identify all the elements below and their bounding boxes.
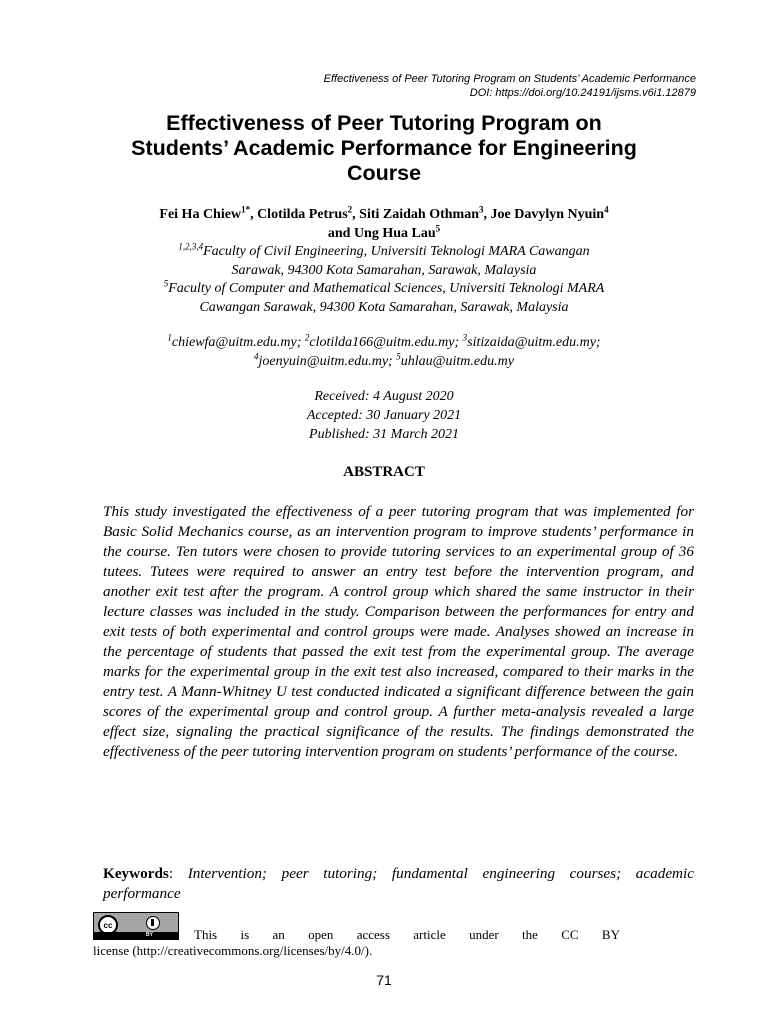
keywords-text: Intervention; peer tutoring; fundamental engineering courses; academic performance [103, 865, 694, 902]
affiliation-line: $^5$Faculty of Computer and Mathematical Sciences, Universiti Teknologi MARA [163, 278, 605, 296]
email-link[interactable]: clotilda166@uitm.edu.my; [309, 335, 460, 350]
accepted-date: Accepted: 30 January 2021 [306, 408, 462, 423]
badge-tag: BY [146, 932, 153, 938]
email-line: $^4$joenyuin@uitm.edu.my; $^5$uhlau@uitm.edu.my [254, 351, 514, 369]
affiliation-line: Cawangan Sarawak, 94300 Kota Samarahan, Sarawak, Malaysia [199, 299, 569, 315]
keywords: Keywords: Intervention; peer tutoring; fundamental engineering courses; academic performance [103, 865, 694, 902]
affiliations [90, 243, 678, 317]
author-name: Siti Zaidah Othman [359, 207, 479, 222]
affiliation-sup: 1,2,3,4 [178, 241, 204, 252]
email-line: $^1$chiewfa@uitm.edu.my; $^2$clotilda166@uitm.edu.my; $^3$sitizaida@uitm.edu.my; [167, 332, 601, 350]
author-line-1: Fei Ha Chiew$^{1*}$, Clotilda Petrus$^2$, Siti Zaidah Othman$^3$, Joe Davylyn Nyuin$^4$ [159, 204, 609, 222]
title-line: Students’ Academic Performance for Engineering [131, 136, 637, 160]
badge-strip [94, 932, 178, 939]
email-link[interactable]: joenyuin@uitm.edu.my; [258, 354, 393, 369]
email-link[interactable]: uhlau@uitm.edu.my [400, 354, 514, 369]
title-line: Effectiveness of Peer Tutoring Program on [166, 111, 602, 135]
keywords-label: Keywords [103, 865, 169, 882]
affiliation-sup: 5 [163, 278, 169, 289]
running-head-title: Effectiveness of Peer Tutoring Program on Students’ Academic Performance [323, 73, 696, 85]
author-name: Ung Hua Lau [353, 226, 436, 241]
abstract-heading: ABSTRACT [343, 464, 425, 480]
page-number: 71 [376, 972, 392, 988]
received-date: Received: 4 August 2020 [314, 389, 454, 404]
affiliation-line: Sarawak, 94300 Kota Samarahan, Sarawak, Malaysia [231, 262, 537, 278]
published-date: Published: 31 March 2021 [309, 427, 459, 442]
author-line-2 [90, 224, 678, 243]
running-head-doi: DOI: https://doi.org/10.24191/ijsms.v6i1.12879 [469, 87, 696, 99]
email-link[interactable]: sitizaida@uitm.edu.my; [467, 335, 601, 350]
person-icon [146, 916, 160, 930]
author-sup: 1* [241, 204, 251, 215]
author-emails [90, 333, 678, 371]
author-and: and [327, 226, 351, 241]
cc-icon: cc [98, 915, 118, 935]
cc-by-badge-icon[interactable] [93, 912, 179, 940]
author-sup: 3 [479, 204, 484, 215]
running-head [324, 72, 696, 100]
abstract-body: This study investigated the effectiveness of a peer tutoring program that was implemented for Basic Solid Mechanics course, as an intervention program to improve students’ performance in the course. Ten tutors were chosen to provide tutoring services to an experimental group of 36 tutees. Tutees were required to answer an entry test before the intervention program, and another exit test after the program. A control group which shared the same instructor in their lecture classes was included in the study. Comparison between the performances for entry and exit tests of both experimental and control groups were made. Analyses showed an increase in the percentage of students that passed the exit test from the experimental group. The average marks for the experimental group in the exit test also increased, compared to their marks in the entry test. A Mann-Whitney U test conducted indicated a significant difference between the gain scores of the experimental group and control group. A further meta-analysis revealed a large effect size, signaling the practical significance of the results. The findings demonstrated the effectiveness of the peer tutoring intervention program on students’ performance of the course. [103, 503, 694, 760]
author-name: Joe Davylyn Nyuin [490, 207, 605, 222]
title-line: Course [346, 161, 422, 185]
license-text: This is an open access article under the CC BY [194, 927, 620, 942]
author-list [90, 205, 678, 243]
author-sup: 5 [435, 223, 441, 234]
paper-title [80, 111, 688, 186]
email-link[interactable]: chiewfa@uitm.edu.my; [171, 335, 302, 350]
author-name: Clotilda Petrus [257, 207, 348, 222]
author-sup: 2 [347, 204, 353, 215]
author-sup: 4 [604, 204, 609, 215]
author-name: Fei Ha Chiew [159, 207, 242, 222]
publication-dates [90, 387, 678, 444]
affiliation-line: $^{1,2,3,4}$Faculty of Civil Engineering, Universiti Teknologi MARA Cawangan [178, 241, 590, 259]
license-link[interactable]: license (http://creativecommons.org/licenses/by/4.0/). [93, 943, 373, 958]
